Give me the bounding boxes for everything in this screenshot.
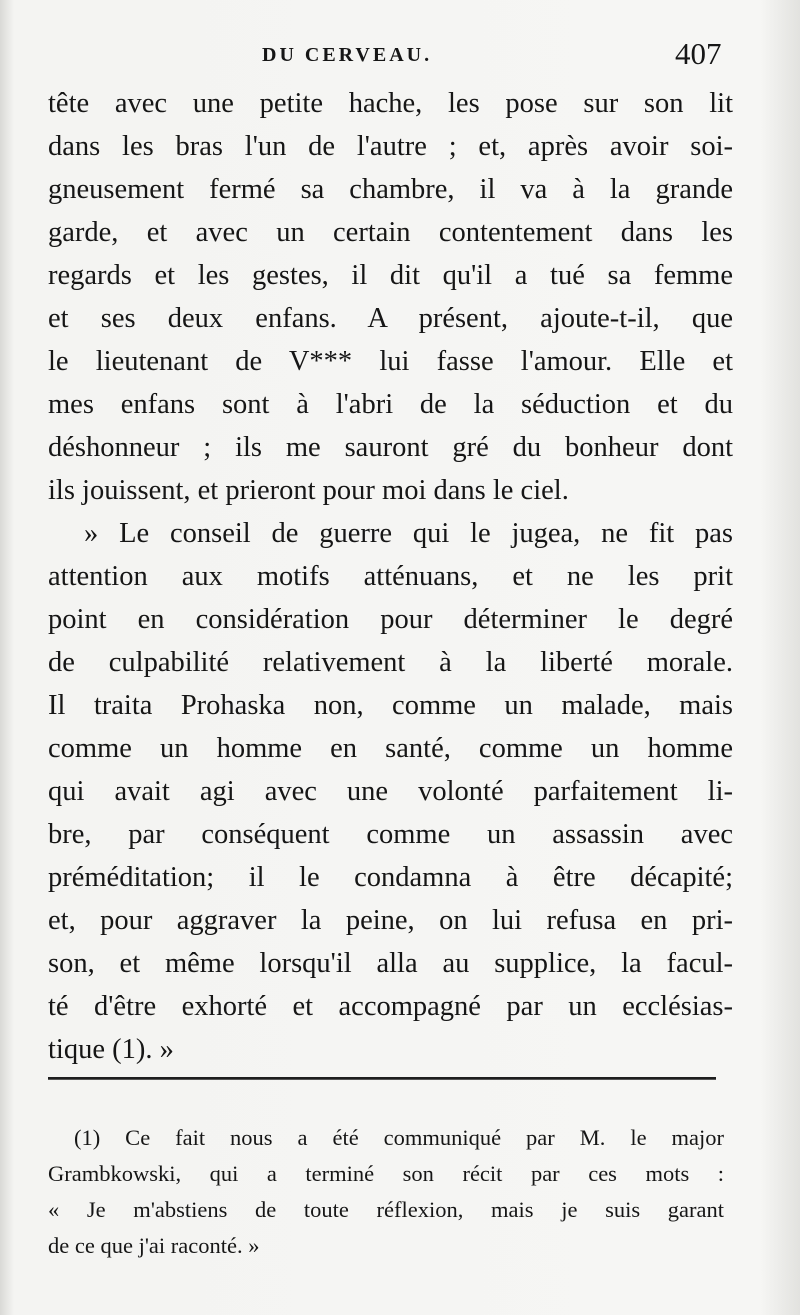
text-line: tête avec une petite hache, les pose sur son lit: [48, 88, 733, 119]
footnote-line: de ce que j'ai raconté. »: [48, 1233, 260, 1258]
text-line: garde, et avec un certain contentement dans les: [48, 217, 733, 248]
text-line: point en considération pour déterminer le degré: [48, 604, 733, 635]
main-text: [48, 82, 733, 1071]
running-head: DU CERVEAU.: [262, 44, 433, 66]
footnote-line: Grambkowski, qui a terminé son récit par ces mots :: [48, 1161, 724, 1186]
text-line: ils jouissent, et prieront pour moi dans le ciel.: [48, 475, 569, 506]
text-line: dans les bras l'un de l'autre ; et, après avoir soi-: [48, 131, 733, 162]
text-line: préméditation; il le condamna à être décapité;: [48, 862, 733, 893]
text-line: gneusement fermé sa chambre, il va à la grande: [48, 174, 733, 205]
footnote-rule: [48, 1077, 716, 1080]
text-line: qui avait agi avec une volonté parfaitement li-: [48, 776, 733, 807]
footnote: [48, 1120, 724, 1264]
text-line: attention aux motifs atténuans, et ne les prit: [48, 561, 733, 592]
text-line: mes enfans sont à l'abri de la séduction et du: [48, 389, 733, 420]
footnote-line: « Je m'abstiens de toute réflexion, mais je suis garant: [48, 1197, 724, 1222]
text-line: Il traita Prohaska non, comme un malade, mais: [48, 690, 733, 721]
text-line: » Le conseil de guerre qui le jugea, ne fit pas: [84, 518, 733, 549]
text-line: regards et les gestes, il dit qu'il a tué sa femme: [48, 260, 733, 291]
text-line: son, et même lorsqu'il alla au supplice, la facul-: [48, 948, 733, 979]
text-line: bre, par conséquent comme un assassin avec: [48, 819, 733, 850]
text-line: et ses deux enfans. A présent, ajoute-t-il, que: [48, 303, 733, 334]
footnote-line: (1) Ce fait nous a été communiqué par M. le major: [74, 1125, 724, 1150]
text-line: le lieutenant de V*** lui fasse l'amour. Elle et: [48, 346, 733, 377]
page-number: 407: [675, 36, 722, 71]
text-line: déshonneur ; ils me sauront gré du bonheur dont: [48, 432, 733, 463]
text-line: té d'être exhorté et accompagné par un ecclésias-: [48, 991, 733, 1022]
text-line: tique (1). »: [48, 1034, 174, 1065]
text-line: comme un homme en santé, comme un homme: [48, 733, 733, 764]
text-line: de culpabilité relativement à la liberté morale.: [48, 647, 733, 678]
text-line: et, pour aggraver la peine, on lui refusa en pri-: [48, 905, 733, 936]
